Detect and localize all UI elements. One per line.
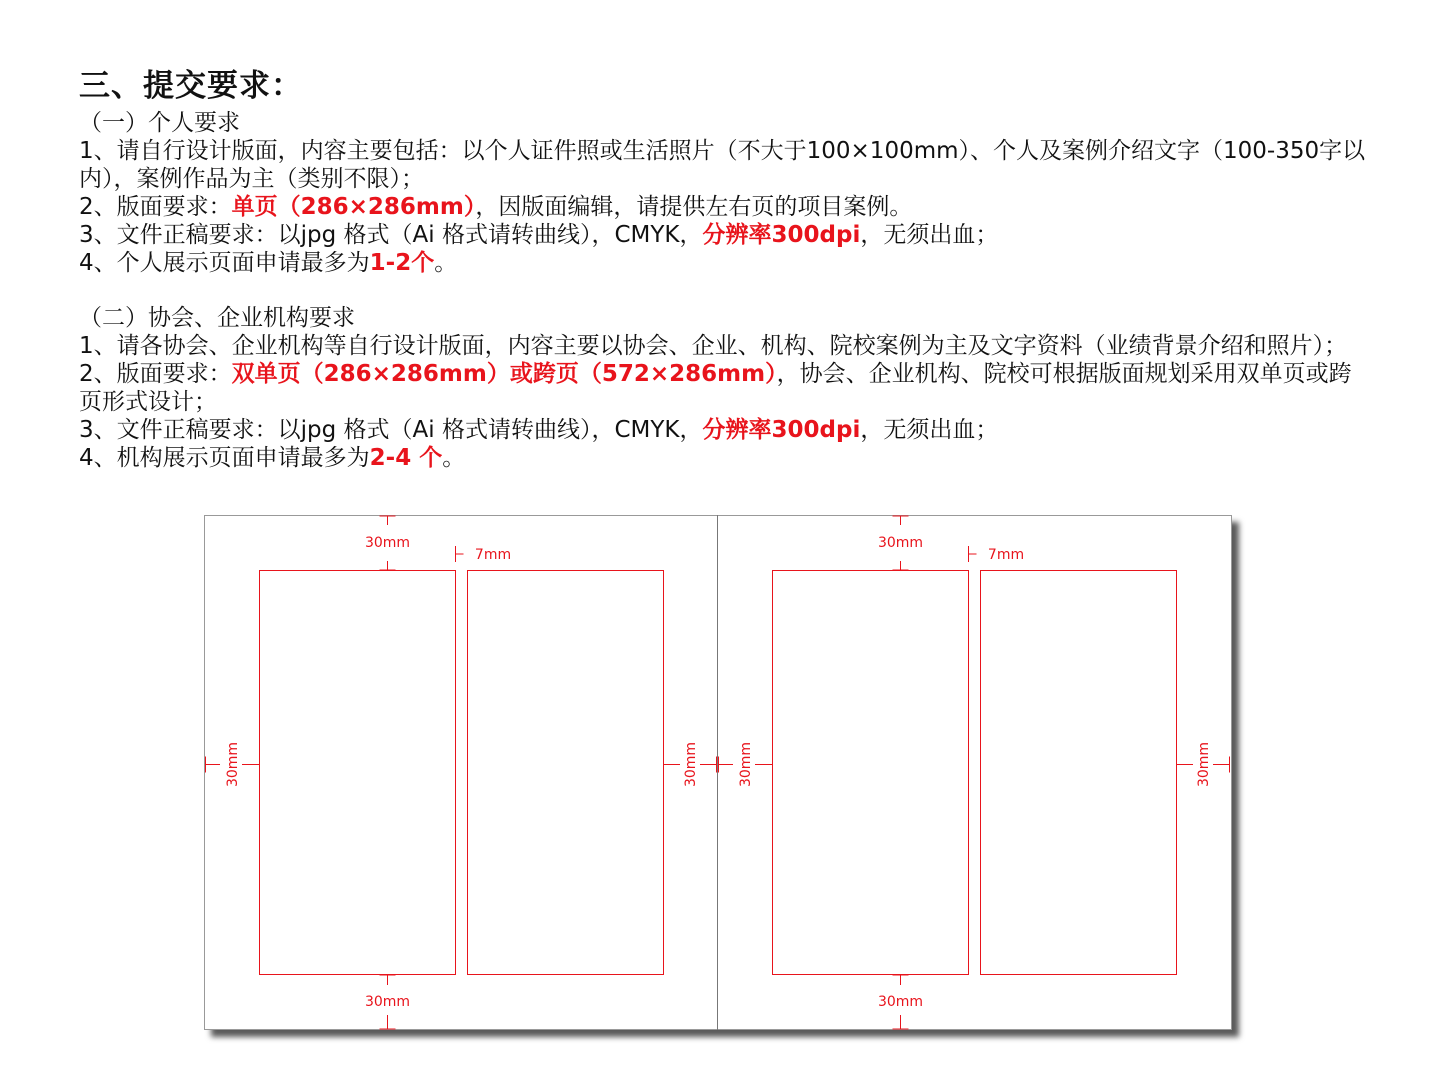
dim-right-label: 30mm [1196, 741, 1212, 788]
item-text: 2、版面要求： [79, 361, 232, 387]
dim-left-label: 30mm [225, 741, 241, 788]
highlight-text: 2-4 个 [369, 445, 443, 471]
item-text: 3、文件正稿要求：以jpg 格式（Ai 格式请转曲线），CMYK， [79, 222, 703, 248]
highlight-text: 分辨率300dpi [702, 222, 861, 248]
requirement-item [79, 444, 1369, 472]
section-heading: （二）协会、企业机构要求 [79, 305, 355, 331]
dim-gap-label: 7mm [987, 547, 1025, 563]
highlight-text: 1-2个 [369, 250, 435, 276]
item-text: ，无须出血； [860, 222, 999, 248]
requirement-item: 1、请各协会、企业机构等自行设计版面，内容主要以协会、企业、机构、院校案例为主及文字资料（业绩背景介绍和照片）； [79, 333, 1348, 359]
item-text: 。 [442, 445, 466, 471]
requirement-item [79, 221, 1369, 249]
requirement-item [79, 193, 1369, 221]
requirement-item [79, 416, 1369, 444]
item-text: 3、文件正稿要求：以jpg 格式（Ai 格式请转曲线），CMYK， [79, 417, 703, 443]
page-title: 三、提交要求： [79, 68, 303, 104]
item-text: ，协会、企业机构、院校可根据版面规划采用双单页或跨页形式设计； [79, 361, 1352, 415]
requirement-item: 1、请自行设计版面，内容主要包括：以个人证件照或生活照片（不大于100×100mm）、个人及案例介绍文字（100-350字以内），案例作品为主（类别不限）； [79, 138, 1366, 192]
dim-top-label: 30mm [877, 535, 924, 551]
dim-gap-label: 7mm [474, 547, 512, 563]
dim-bottom-label: 30mm [364, 994, 411, 1010]
highlight-text: 双单页（286×286mm）或跨页（572×286mm） [231, 361, 777, 387]
individual-requirements [79, 109, 1369, 277]
requirement-item [79, 360, 1369, 416]
layout-diagram [204, 515, 1232, 1030]
requirement-item [79, 249, 1369, 277]
highlight-text: 单页（286×286mm） [231, 194, 476, 220]
highlight-text: 分辨率300dpi [702, 417, 861, 443]
organization-requirements [79, 304, 1369, 472]
dim-bottom-label: 30mm [877, 994, 924, 1010]
item-text: ，因版面编辑，请提供左右页的项目案例。 [475, 194, 913, 220]
item-text: 4、机构展示页面申请最多为 [79, 445, 370, 471]
dim-left-label: 30mm [738, 741, 754, 788]
section-heading: （一）个人要求 [79, 110, 240, 136]
item-text: 4、个人展示页面申请最多为 [79, 250, 370, 276]
item-text: 2、版面要求： [79, 194, 232, 220]
spread-layout-svg [204, 515, 1232, 1030]
item-text: 。 [434, 250, 458, 276]
dim-right-label: 30mm [683, 741, 699, 788]
item-text: ，无须出血； [860, 417, 999, 443]
dim-top-label: 30mm [364, 535, 411, 551]
